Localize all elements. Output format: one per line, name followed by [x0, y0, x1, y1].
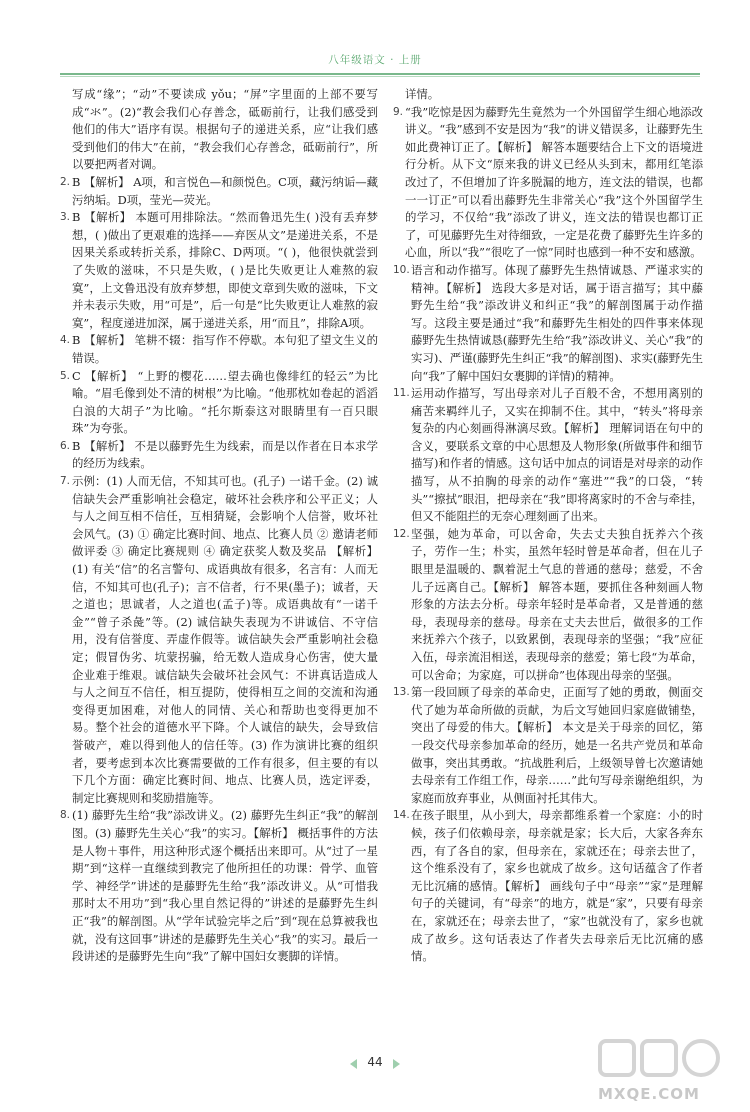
answer-text: B 【解析】 A项，和言悦色—和颜悦色。C项，藏污纳诟—藏污纳垢。D项，莹光—荧光。 — [72, 174, 378, 207]
answer-item — [60, 368, 378, 438]
watermark-text: MXQE.COM — [598, 1085, 700, 1103]
right-column — [393, 86, 703, 966]
answer-item — [60, 86, 378, 174]
answer-text: B 【解析】 本题可用排除法。“然而鲁迅先生( )没有丢弃梦想，( )做出了更艰难的选择——弃医从文”是递进关系，不是因果关系或转折关系，排除C、D两项。“( )，他很快就尝到了失败的滋味，不只是失败，( )是比失败更让人难熬的寂寞”，上文鲁迅没有放弃梦想，即使文章到失败的滋味，下文并未表示失败，用“可是”，后一句是“比失败更让人难熬的寂寞”，程度递进加深，属于递进关系，用“而且”，排除A项。 — [72, 210, 378, 330]
answer-number: 13. — [393, 686, 410, 699]
answer-text: 运用动作描写，写出母亲对儿子百般不舍，不想用离别的痛苦来羁绊儿子，又实在抑制不住。其中，“转头”将母亲复杂的内心刻画得淋漓尽致。【解析】 理解词语在句中的含义，要联系文章的中心思想及人物形象(所做事件和细节描写)和作者的情感。这句话中加点的词语是对母亲的动作描写，从不拍胸的母亲的动作“塞进”“我”的口袋，“转头”“擦拭”眼泪，把母亲在“我”即将离家时的不舍与牵挂，但又不能阻拦的无奈心理刻画了出来。 — [411, 386, 703, 524]
answer-item — [393, 385, 703, 526]
answer-text: C 【解析】 “上野的樱花……望去确也像绯红的轻云”为比喻。“眉毛像到处不清的树根”为比喻。“他那枕如卷起的滔滔白浪的大胡子”为比喻。“托尔斯泰这对眼睛里有一百只眼珠”为夸张。 — [72, 368, 378, 436]
answer-item — [393, 526, 703, 684]
answer-number: 9. — [393, 105, 404, 118]
answer-text: B 【解析】 笔耕不辍：指写作不停歇。本句犯了望文生义的错误。 — [72, 333, 378, 365]
answer-text: 在孩子眼里，从小到大，母亲都维系着一个家庭：小的时候，孩子们依赖母亲，母亲就是家；长大后，大家各奔东西，有了各自的家，但母亲在，家就还在；母亲去世了，这个维系没有了，家乡也就成了故乡。这句话蕴含了作者无比沉痛的感情。【解析】 画线句子中“母亲”“家”是理解句子的关键词，有“母亲”的地方，就是“家”，只要有母亲在，家就还在；母亲去世了，“家”也就没有了，家乡也就成了故乡。这句话表达了作者失去母亲后无比沉痛的感情。 — [411, 808, 703, 964]
answer-item — [60, 807, 378, 965]
answer-number — [393, 86, 405, 104]
answer-number: 11. — [393, 387, 410, 400]
answer-number: 14. — [393, 809, 410, 822]
answer-number: 3. — [60, 211, 71, 224]
answer-item — [393, 104, 703, 262]
answer-item — [60, 438, 378, 473]
answer-number: 12. — [393, 527, 410, 540]
answer-number: 7. — [60, 475, 71, 488]
header-rule-thin — [60, 76, 700, 77]
answer-text: 坚强，她为革命，可以舍命，失去丈夫独自抚养六个孩子，劳作一生；朴实，虽然年轻时曾是革命者，但在儿子眼里是温暖的、飘着泥土气息的普通的慈母；慈爱，不舍儿子远离自己。【解析】 解答本题，要抓住各种刻画人物形象的方法去分析。母亲年轻时是革命者，又是普通的慈母，表现母亲的慈母。母亲在丈夫去世后，做很多的工作来抚养六个孩子，以致累倒，表现母亲的坚强；“我”应征入伍，母亲流泪相送，表现母亲的慈爱；第七段“为革命，可以舍命；为家庭，可以拼命”也体现出母亲的坚强。 — [411, 526, 703, 682]
answer-text: 详情。 — [405, 87, 440, 101]
answer-item — [60, 209, 378, 332]
answer-item — [393, 684, 703, 807]
answer-item — [60, 174, 378, 209]
page-number: 44 — [367, 1055, 383, 1069]
answer-text: 第一段回顾了母亲的革命史，正面写了她的勇敢，侧面交代了她为革命所做的贡献，为后文写她回归家庭做铺垫，突出了母爱的伟大。【解析】 本文是关于母亲的回忆，第一段交代母亲参加革命的经历，她是一名共产党员和革命做事，突出其勇敢。“抗战胜利后，上级领导曾七次邀请她去母亲有工作组工作，母亲……”此句写母亲谢绝组织，为家庭而放弃事业，从侧面衬托其伟大。 — [411, 685, 703, 805]
answer-number — [60, 86, 72, 174]
answer-text: 写成“缘”；“动”不要读成 yǒu；“屏”字里面的上部不要写成“氺”。(2)“教会我们心存善念，砥砺前行，让我们感受到他们的伟大”语序有误。根据句子的递进关系，应“让我们感受到他们的伟大”在前，“教会我们心存善念，砥砺前行”，所以要把两者对调。 — [72, 87, 378, 172]
answer-number: 4. — [60, 334, 71, 347]
answer-text: “我”吃惊是因为藤野先生竟然为一个外国留学生细心地添改讲义。“我”感到不安是因为“我”的讲义错误多，让藤野先生如此费神订正了。【解析】 解答本题要结合上下文的语境进行分析。从下文“原来我的讲义已经从头到末，都用红笔添改过了，不但增加了许多脱漏的地方，连文法的错误，也都一一订正”可以看出藤野先生非常关心“我”这个外国留学生的学习，不仅给“我”添改了讲义，连文法的错误也都订正了，可见藤野先生对待细致，一定是花费了藤野先生许多的心血，所以“我”“很吃了一惊”同时也感到一种不安和感激。 — [405, 104, 703, 260]
answer-number: 5. — [60, 369, 71, 382]
header-rule — [60, 73, 700, 75]
answer-number: 8. — [60, 809, 71, 822]
answer-text: B 【解析】 不是以藤野先生为线索，而是以作者在日本求学的经历为线索。 — [72, 438, 378, 471]
answer-item — [60, 332, 378, 367]
answer-text: (1) 藤野先生给“我”添改讲义。(2) 藤野先生纠正“我”的解剖图。(3) 藤野先生关心“我”的实习。【解析】 概括事件的方法是人物＋事件，用这种形式逐个概括出来即可。从“过了一星期”到“这样一直继续到教完了他所担任的功课：骨学、血管学、神经学”讲述的是藤野先生给“我”添改讲义。从“可惜我那时太不用功”到“我心里自然记得的”讲述的是藤野先生纠正“我”的解剖图。从“学年试验完毕之后”到“现在总算被我也就，没有这回事”讲述的是藤野先生关心“我”的实习。最后一段讲述的是藤野先生向“我”了解中国妇女裹脚的详情。 — [72, 808, 378, 964]
page-header: 八年级语文 · 上册 — [328, 54, 422, 66]
answer-number: 10. — [393, 263, 410, 276]
answer-text: 示例：(1) 人而无信，不知其可也。(孔子) 一诺千金。(2) 诚信缺失会严重影响社会稳定，破坏社会秩序和公平正义；人与人之间互相不信任，互相猜疑，会影响个人信誉，败坏社会风气。(3) ① 确定比赛时间、地点、比赛人员 ② 邀请老师做评委 ③ 确定比赛规则 ④ 确定获奖人数及奖品 【解析】 (1) 有关“信”的名言警句、成语典故有很多，名言有：人而无信，不知其可也(孔子)；言不信者，行不果(墨子)；诚者，天之道也；思诚者，人之道也(孟子)等。成语典故有“一诺千金”“曾子杀彘”等。(2) 诚信缺失表现为不讲诚信、不守信用，没有信誉度、弄虚作假等。诚信缺失会严重影响社会稳定；假冒伪劣、坑蒙拐骗，给无数人造成身心伤害，使大量企业难于维艰。诚信缺失会破坏社会风气：不讲真话造成人与人之间互不信任，相互提防，使得相互之间的交流和沟通变得更加困难，对他人的同情、关心和帮助也变得更加不易。整个社会的道德水平下降。个人诚信的缺失，会导致信誉破产，难以得到他人的信任等。(3) 作为演讲比赛的组织者，要考虑到本次比赛需要做的工作有很多，但主要的有以下几个方面：确定比赛时间、地点、比赛人员，选定评委，制定比赛规则和奖励措施等。 — [72, 474, 378, 805]
answer-item — [393, 262, 703, 385]
answer-item — [393, 86, 703, 104]
answer-number: 2. — [60, 175, 71, 188]
left-column — [60, 86, 378, 966]
answer-number: 6. — [60, 439, 71, 452]
answer-item — [60, 473, 378, 807]
page-number-right-arrow-icon — [393, 1059, 400, 1069]
answer-text: 语言和动作描写。体现了藤野先生热情诚恳、严谨求实的精神。【解析】 选段大多是对话，属于语言描写；其中藤野先生给“我”添改讲义和纠正“我”的解剖图属于动作描写。这段主要是通过“我”和藤野先生相处的四件事来体现藤野先生热情诚恳(藤野先生给“我”添改讲义、关心“我”的实习)、严谨(藤野先生纠正“我”的解剖图)、求实(藤野先生向“我”了解中国妇女裹脚的详情)的精神。 — [411, 262, 703, 383]
answer-item — [393, 807, 703, 965]
